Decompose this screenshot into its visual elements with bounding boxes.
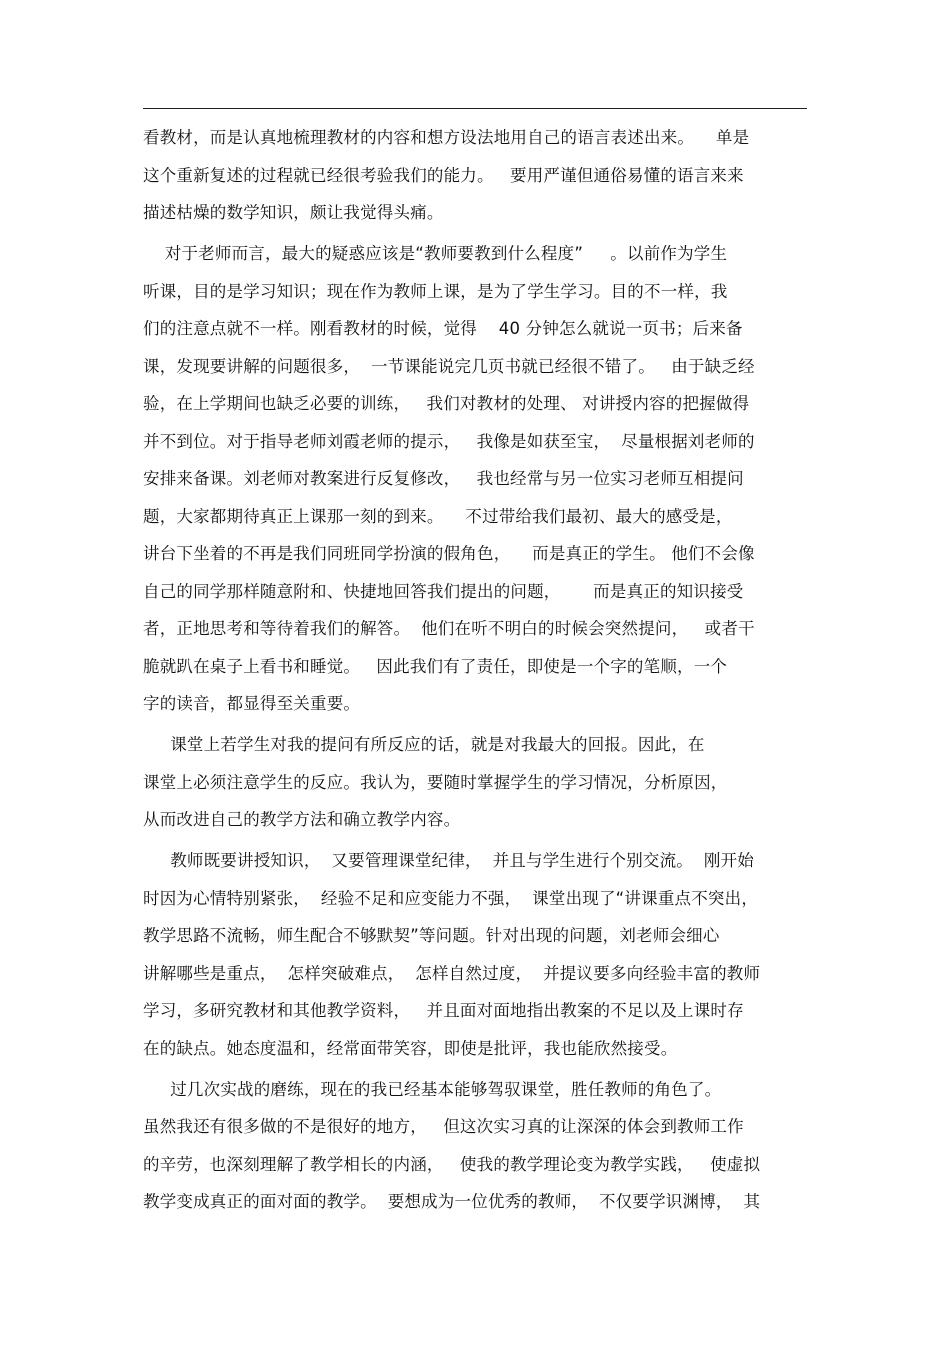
text-line: 描述枯燥的数学知识，颇让我觉得头痛。	[143, 203, 444, 222]
text-line: 课，发现要讲解的问题很多， 一节课能说完几页书就已经很不错了。 由于缺乏经	[143, 356, 755, 376]
text-line: 教学变成真正的面对面的教学。 要想成为一位优秀的教师， 不仅要学识渊博， 其	[143, 1192, 761, 1211]
text-line: 听课，目的是学习知识；现在作为教师上课，是为了学生学习。目的不一样，我	[143, 281, 728, 301]
text-line: 对于老师而言，最大的疑惑应该是“教师要教到什么程度” 。以前作为学生	[143, 244, 728, 263]
text-line: 安排来备课。刘老师对教案进行反复修改， 我也经常与另一位实习老师互相提问	[143, 469, 744, 488]
text-line: 的辛劳，也深刻理解了教学相长的内涵， 使我的教学理论变为教学实践， 使虚拟	[143, 1154, 761, 1174]
text-line: 者，正地思考和等待着我们的解答。 他们在听不明白的时候会突然提问， 或者干	[143, 619, 755, 638]
text-line: 们的注意点就不一样。刚看教材的时候，觉得 40 分钟怎么就说一页书；后来备	[143, 319, 743, 338]
header-rule	[143, 108, 807, 109]
text-line: 课堂上必须注意学生的反应。我认为，要随时掌握学生的学习情况，分析原因，	[143, 772, 728, 792]
text-line: 过几次实战的磨练，现在的我已经基本能够驾驭课堂，胜任教师的角色了。	[143, 1079, 722, 1099]
text-line: 讲解哪些是重点， 怎样突破难点， 怎样自然过度， 并提议要多向经验丰富的教师	[143, 963, 761, 983]
text-line: 这个重新复述的过程就已经很考验我们的能力。 要用严谨但通俗易懂的语言来来	[143, 165, 744, 185]
text-line: 并不到位。对于指导老师刘霞老师的提示， 我像是如获至宝， 尽量根据刘老师的	[143, 431, 755, 451]
text-line: 脆就趴在桌子上看书和睡觉。 因此我们有了责任，即使是一个字的笔顺，一个	[143, 656, 728, 676]
text-line: 字的读音，都显得至关重要。	[143, 694, 361, 713]
text-line: 在的缺点。她态度温和，经常面带笑容，即使是批评，我也能欣然接受。	[143, 1038, 678, 1058]
text-line: 学习，多研究教材和其他教学资料， 并且面对面地指出教案的不足以及上课时存	[143, 1001, 744, 1020]
paragraph-3	[143, 726, 807, 839]
text-line: 虽然我还有很多做的不是很好的地方， 但这次实习真的让深深的体会到教师工作	[143, 1117, 744, 1136]
paragraph-2	[143, 235, 807, 723]
paragraph-1	[143, 119, 807, 232]
text-line: 讲台下坐着的不再是我们同班同学扮演的假角色， 而是真正的学生。 他们不会像	[143, 544, 755, 563]
paragraph-4	[143, 842, 807, 1067]
text-line: 验，在上学期间也缺乏必要的训练， 我们对教材的处理、 对讲授内容的把握做得	[143, 394, 750, 413]
text-line: 时因为心情特别紧张， 经验不足和应变能力不强， 课堂出现了“讲课重点不突出，	[143, 888, 759, 908]
text-line: 看教材，而是认真地梳理教材的内容和想方设法地用自己的语言表述出来。 单是	[143, 128, 750, 147]
body-text	[143, 119, 807, 1224]
text-line: 题，大家都期待真正上课那一刻的到来。 不过带给我们最初、最大的感受是，	[143, 506, 733, 526]
text-line: 教师既要讲授知识， 又要管理课堂纪律， 并且与学生进行个别交流。 刚开始	[143, 851, 754, 870]
text-line: 教学思路不流畅，师生配合不够默契”等问题。针对出现的问题，刘老师会细心	[143, 926, 720, 945]
text-line: 自己的同学那样随意附和、快捷地回答我们提出的问题， 而是真正的知识接受	[143, 581, 744, 601]
text-line: 课堂上若学生对我的提问有所反应的话，就是对我最大的回报。因此，在	[143, 735, 705, 754]
text-line: 从而改进自己的教学方法和确立教学内容。	[143, 810, 461, 829]
paragraph-5	[143, 1071, 807, 1221]
